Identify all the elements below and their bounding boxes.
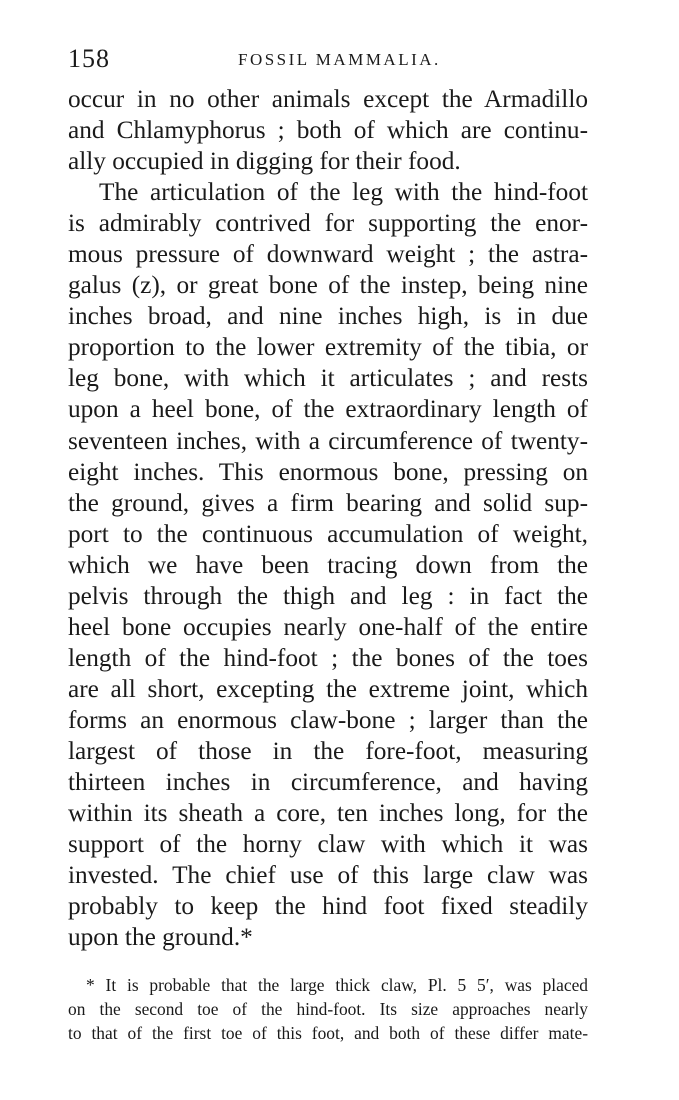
text-line: probably to keep the hind foot fixed steadily [68,892,588,921]
text-line: inches broad, and nine inches high, is in due [68,302,588,331]
text-line: upon a heel bone, of the extraordinary length of [68,395,588,424]
text-line: are all short, excepting the extreme joint, which [68,674,588,703]
page-header [68,44,588,74]
text-line: leg bone, with which it articulates ; and rests [68,364,588,393]
page-number: 158 [68,44,110,73]
text-line: support of the horny claw with which it was [68,830,588,859]
footnote [68,973,588,1045]
body-text [68,84,588,953]
text-line: mous pressure of downward weight ; the astra- [68,240,588,269]
footnote-line: * It is probable that the large thick claw, Pl. 5 5′, was placed [86,975,588,995]
text-line: galus (z), or great bone of the instep, being nine [68,271,588,300]
text-line: largest of those in the fore-foot, measuring [68,736,588,765]
text-line: the ground, gives a firm bearing and solid sup- [68,488,588,517]
text-line: and Chlamyphorus ; both of which are continu- [68,116,588,145]
text-line: seventeen inches, with a circumference of twenty- [68,426,588,455]
text-line: length of the hind-foot ; the bones of the toes [68,643,588,672]
text-line: eight inches. This enormous bone, pressing on [68,457,588,486]
text-line: which we have been tracing down from the [68,550,588,579]
text-line: upon the ground.* [68,923,253,952]
running-head: FOSSIL MAMMALIA. [238,50,441,69]
text-line: pelvis through the thigh and leg : in fact the [68,581,588,610]
footnote-line: on the second toe of the hind-foot. Its size approaches nearly [68,999,588,1019]
footnote-line: to that of the first toe of this foot, and both of these differ mate- [68,1023,588,1043]
text-line: occur in no other animals except the Armadillo [68,85,588,113]
text-line: thirteen inches in circumference, and having [68,768,588,797]
text-line: within its sheath a core, ten inches long, for the [68,799,588,828]
text-line: ally occupied in digging for their food. [68,147,461,176]
text-line: forms an enormous claw-bone ; larger than the [68,705,588,734]
text-line: invested. The chief use of this large claw was [68,861,588,890]
text-line: The articulation of the leg with the hind-foot [99,178,588,207]
text-line: is admirably contrived for supporting the enor- [68,209,588,238]
text-line: port to the continuous accumulation of weight, [68,519,588,548]
text-line: proportion to the lower extremity of the tibia, or [68,333,588,362]
text-line: heel bone occupies nearly one-half of the entire [68,612,588,641]
